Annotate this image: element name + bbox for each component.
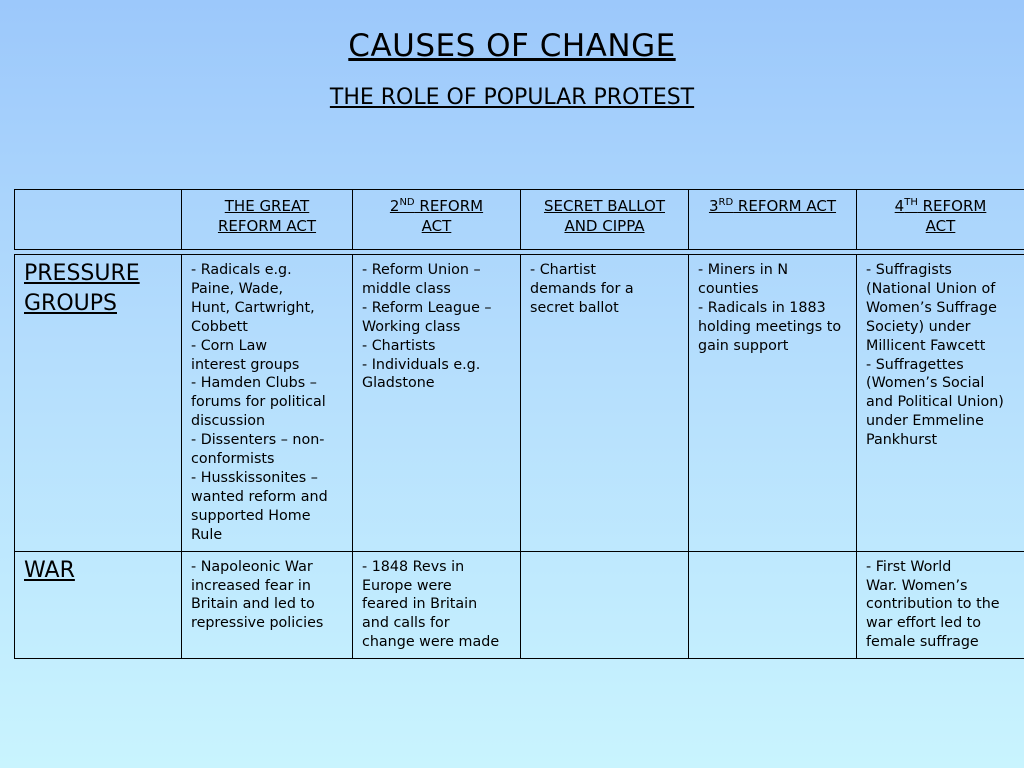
- corner-cell: [15, 190, 182, 250]
- cell-line: Working class: [362, 318, 461, 335]
- column-header-line: AND CIPPA: [564, 217, 645, 235]
- cell-line: - Husskissonites –: [191, 469, 318, 486]
- cell-line: (Women’s Social: [866, 375, 985, 392]
- cell-line: Britain and led to: [191, 596, 315, 613]
- column-header-line: REFORM ACT: [217, 217, 317, 235]
- cell-line: wanted reform and: [191, 488, 328, 505]
- column-header-secret-ballot: [521, 190, 689, 250]
- cell-line: demands for a: [530, 280, 634, 297]
- causes-table: [14, 254, 1024, 659]
- cell-line: gain support: [698, 337, 789, 354]
- row-header-line: WAR: [24, 557, 75, 583]
- cell-line: Millicent Fawcett: [866, 337, 986, 354]
- cell-line: conformists: [191, 451, 275, 468]
- cell-line: forums for political: [191, 394, 326, 411]
- cell-line: Rule: [191, 526, 223, 543]
- cell-line: (National Union of: [866, 280, 996, 297]
- table-cell: [182, 551, 353, 659]
- cell-line: - 1848 Revs in: [362, 558, 465, 575]
- row-header-pressure-groups: [15, 255, 182, 552]
- cell-line: - Suffragettes: [866, 356, 964, 373]
- cell-line: - Chartist: [530, 262, 597, 278]
- table-cell: [353, 551, 521, 659]
- cell-line: - Hamden Clubs –: [191, 375, 317, 392]
- column-header-line: THE GREAT: [224, 197, 310, 215]
- cell-line: interest groups: [191, 356, 300, 373]
- cell-line: - First World: [866, 558, 952, 575]
- table-row-pressure-groups: [15, 255, 1024, 552]
- cell-line: Europe were: [362, 577, 452, 594]
- cell-line: Hunt, Cartwright,: [191, 299, 315, 316]
- cell-line: supported Home: [191, 507, 311, 524]
- cell-line: Paine, Wade,: [191, 280, 284, 297]
- cell-line: increased fear in: [191, 577, 311, 594]
- table-cell: [521, 255, 689, 552]
- cell-line: - Radicals in 1883: [698, 299, 826, 316]
- cell-line: - Miners in N: [698, 262, 789, 278]
- page-subtitle: THE ROLE OF POPULAR PROTEST: [329, 85, 695, 110]
- column-header-line: REFORM: [917, 197, 987, 215]
- cell-line: war effort led to: [866, 615, 982, 632]
- table-cell: [857, 255, 1024, 552]
- cell-line: - Reform League –: [362, 299, 492, 316]
- table-cell: [689, 255, 857, 552]
- column-header-ordinal: TH: [904, 197, 918, 208]
- page-title: CAUSES OF CHANGE: [348, 28, 676, 64]
- row-header-line: PRESSURE: [24, 261, 140, 286]
- table-cell: [857, 551, 1024, 659]
- column-header-great-reform-act: [182, 190, 353, 250]
- cell-line: female suffrage: [866, 634, 979, 651]
- cell-line: - Napoleonic War: [191, 558, 313, 575]
- table-row-war: [15, 551, 1024, 659]
- column-header-row: [15, 190, 1024, 250]
- cell-line: Pankhurst: [866, 432, 938, 449]
- cell-line: and calls for: [362, 615, 450, 632]
- table-cell: [689, 551, 857, 659]
- column-header-number: 3: [708, 197, 719, 215]
- table-cell: [521, 551, 689, 659]
- cell-line: and Political Union): [866, 394, 1004, 411]
- column-header-ordinal: RD: [718, 197, 734, 208]
- cell-line: - Chartists: [362, 337, 436, 354]
- column-header-line: SECRET BALLOT: [543, 197, 665, 215]
- column-header-line: REFORM: [414, 197, 484, 215]
- column-header-table: [14, 189, 1024, 250]
- cell-line: change were made: [362, 634, 500, 651]
- cell-line: - Suffragists: [866, 262, 952, 278]
- cell-line: under Emmeline: [866, 413, 984, 430]
- cell-line: holding meetings to: [698, 318, 842, 335]
- table-cell: [182, 255, 353, 552]
- cell-line: Cobbett: [191, 318, 248, 335]
- cell-line: feared in Britain: [362, 596, 478, 613]
- cell-line: repressive policies: [191, 615, 324, 632]
- cell-line: Women’s Suffrage: [866, 299, 997, 316]
- cell-line: contribution to the: [866, 596, 1000, 613]
- column-header-line: ACT: [421, 217, 452, 235]
- cell-line: War. Women’s: [866, 577, 968, 594]
- row-header-war: [15, 551, 182, 659]
- cell-line: - Corn Law: [191, 337, 268, 354]
- cell-line: - Radicals e.g.: [191, 262, 292, 278]
- cell-line: discussion: [191, 413, 266, 430]
- cell-line: - Individuals e.g.: [362, 356, 481, 373]
- column-header-number: 4: [894, 197, 905, 215]
- column-header-2nd-reform-act: [353, 190, 521, 250]
- column-header-line: REFORM ACT: [733, 197, 837, 215]
- table-cell: [353, 255, 521, 552]
- cell-line: - Dissenters – non-: [191, 432, 325, 449]
- cell-line: - Reform Union –: [362, 262, 481, 278]
- column-header-ordinal: ND: [399, 197, 415, 208]
- cell-line: Society) under: [866, 318, 971, 335]
- row-header-line: GROUPS: [24, 291, 117, 316]
- column-header-4th-reform-act: [857, 190, 1024, 250]
- cell-line: secret ballot: [530, 299, 619, 316]
- column-header-line: ACT: [925, 217, 956, 235]
- column-header-number: 2: [389, 197, 400, 215]
- cell-line: middle class: [362, 280, 451, 297]
- cell-line: counties: [698, 280, 759, 297]
- cell-line: Gladstone: [362, 375, 435, 392]
- column-header-3rd-reform-act: [689, 190, 857, 250]
